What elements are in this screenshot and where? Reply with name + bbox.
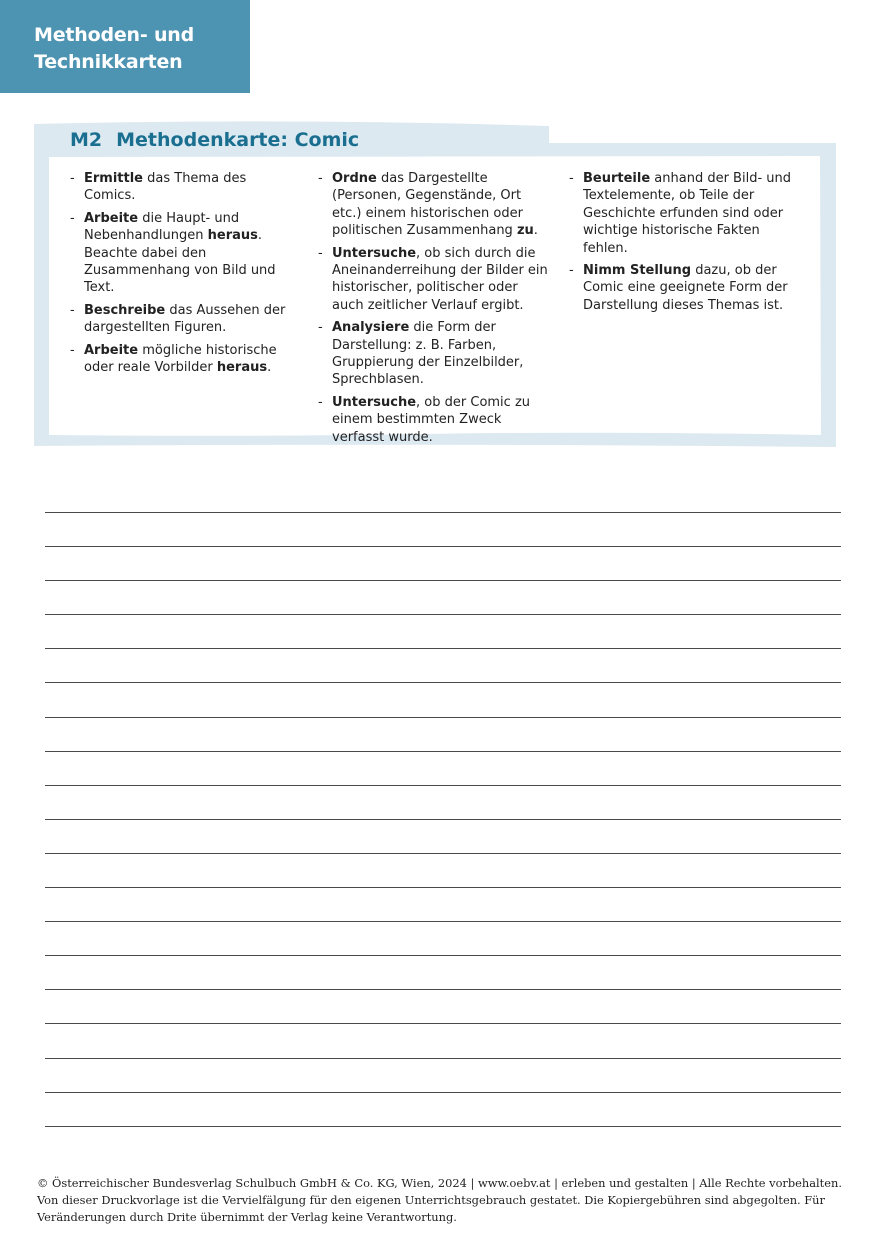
method-card-code: M2 — [70, 129, 103, 151]
writing-line[interactable] — [45, 1092, 841, 1126]
copyright-footer: © Österreichischer Bundesverlag Schulbuch GmbH & Co. KG, Wien, 2024 | www.oebv.at | erleben und gestalten | Alle Rechte vorbehalten. Von dieser Druckvorlage ist die Vervielfälgung für den eigenen Unterrichtsgebrauch gestatet. Die Kopiergebühren sind abgegolten. Für Veränderungen durch Drite übernimmt der Verlag keine Verantwortung. — [37, 1176, 842, 1224]
method-card-title: Methodenkarte: Comic — [116, 129, 360, 151]
writing-line[interactable] — [45, 1023, 841, 1057]
writing-line[interactable] — [45, 853, 841, 887]
method-step: - Untersuche, ob sich durch die Aneinanderreihung der Bilder ein historischer, politischer oder auch zeitlicher Verlauf ergibt. — [318, 245, 548, 313]
method-column-3 — [569, 170, 801, 319]
writing-line[interactable] — [45, 614, 841, 648]
method-step: - Arbeite die Haupt- und Nebenhandlungen heraus. Beachte dabei den Zusammenhang von Bild und Text. — [70, 210, 276, 296]
method-step: - Arbeite mögliche historische oder reale Vorbilder heraus. — [70, 342, 277, 376]
writing-line[interactable] — [45, 921, 841, 955]
method-column-1 — [70, 170, 300, 381]
section-title: Methoden- und Technikkarten — [34, 24, 195, 73]
writing-line[interactable] — [45, 580, 841, 614]
method-step: - Beschreibe das Aussehen der dargestellten Figuren. — [70, 302, 286, 336]
writing-line[interactable] — [45, 1126, 841, 1160]
method-step: - Untersuche, ob der Comic zu einem bestimmten Zweck verfasst wurde. — [318, 394, 531, 445]
writing-line[interactable] — [45, 989, 841, 1023]
method-column-2 — [318, 170, 550, 451]
method-step: - Beurteile anhand der Bild- und Textelemente, ob Teile der Geschichte erfunden sind oder wichtige historische Fakten fehlen. — [569, 171, 791, 256]
writing-line[interactable] — [45, 887, 841, 921]
writing-line[interactable] — [45, 682, 841, 716]
writing-line[interactable] — [45, 717, 841, 751]
method-card-heading — [70, 127, 359, 153]
writing-line[interactable] — [45, 648, 841, 682]
writing-line[interactable] — [45, 819, 841, 853]
method-step: - Analysiere die Form der Darstellung: z. B. Farben, Gruppierung der Einzelbilder, Sprechblasen. — [318, 320, 524, 388]
method-step: - Nimm Stellung dazu, ob der Comic eine geeignete Form der Darstellung dieses Themas ist. — [569, 263, 788, 313]
method-step: - Ordne das Dargestellte (Personen, Gegenstände, Ort etc.) einem historischen oder politischen Zusammenhang zu. — [318, 171, 538, 239]
method-step: - Ermittle das Thema des Comics. — [70, 171, 247, 204]
writing-line[interactable] — [45, 546, 841, 580]
writing-line[interactable] — [45, 1058, 841, 1092]
writing-lines — [45, 512, 841, 1160]
writing-line[interactable] — [45, 955, 841, 989]
writing-line[interactable] — [45, 512, 841, 546]
writing-line[interactable] — [45, 785, 841, 819]
writing-line[interactable] — [45, 751, 841, 785]
